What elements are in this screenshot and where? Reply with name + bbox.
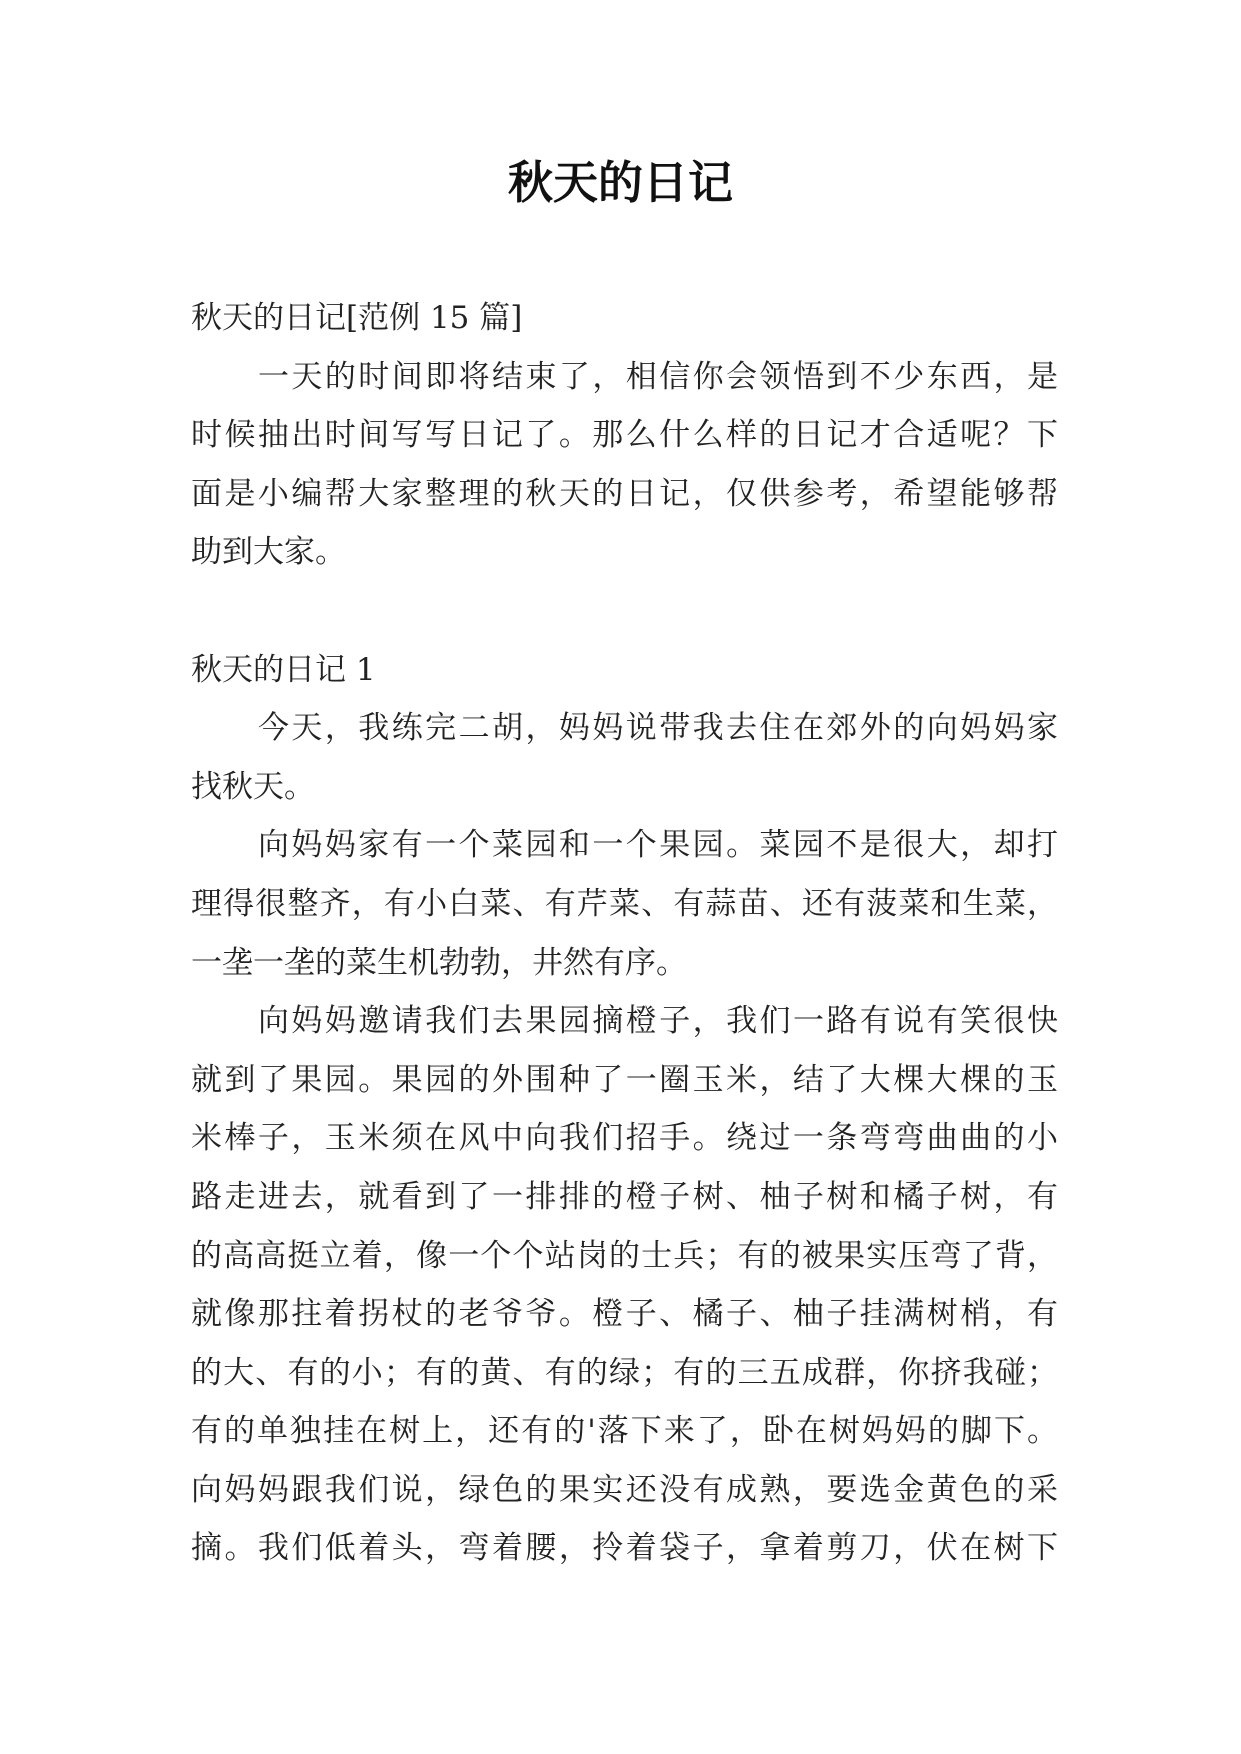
paragraph xyxy=(191,992,1058,1578)
text-line: 摘。我们低着头，弯着腰，拎着袋子，拿着剪刀，伏在树下 xyxy=(191,1530,1058,1567)
page-title: 秋天的日记 xyxy=(507,156,733,209)
paragraph xyxy=(191,699,1058,816)
section-heading: 秋天的日记 1 xyxy=(191,651,376,688)
document-body xyxy=(191,289,1058,1578)
text-line: 今天，我练完二胡，妈妈说带我去住在郊外的向妈妈家 xyxy=(258,710,1058,747)
text-line: 时候抽出时间写写日记了。那么什么样的日记才合适呢？下 xyxy=(191,417,1058,454)
paragraph xyxy=(191,348,1058,582)
text-line: 就到了果园。果园的外围种了一圈玉米，结了大棵大棵的玉 xyxy=(191,1061,1058,1098)
section-heading: 秋天的日记[范例 15 篇] xyxy=(191,300,523,336)
text-line: 理得很整齐，有小白菜、有芹菜、有蒜苗、还有菠菜和生菜， xyxy=(191,885,1058,922)
text-line: 的大、有的小；有的黄、有的绿；有的三五成群，你挤我碰； xyxy=(191,1354,1058,1391)
text-line: 向妈妈邀请我们去果园摘橙子，我们一路有说有笑很快 xyxy=(258,1003,1058,1040)
text-line: 一天的时间即将结束了，相信你会领悟到不少东西，是 xyxy=(258,358,1058,395)
intro-section xyxy=(191,289,1058,582)
text-line: 向妈妈家有一个菜园和一个果园。菜园不是很大，却打 xyxy=(258,827,1058,864)
text-line: 就像那拄着拐杖的老爷爷。橙子、橘子、柚子挂满树梢，有 xyxy=(191,1296,1058,1333)
text-line: 米棒子，玉米须在风中向我们招手。绕过一条弯弯曲曲的小 xyxy=(191,1120,1058,1157)
text-line: 路走进去，就看到了一排排的橙子树、柚子树和橘子树，有 xyxy=(191,1178,1058,1215)
paragraph xyxy=(191,816,1058,992)
text-line: 一垄一垄的菜生机勃勃，井然有序。 xyxy=(191,944,687,981)
text-line: 面是小编帮大家整理的秋天的日记，仅供参考，希望能够帮 xyxy=(191,475,1058,512)
text-line: 有的单独挂在树上，还有的'落下来了，卧在树妈妈的脚下。 xyxy=(191,1413,1058,1450)
text-line: 助到大家。 xyxy=(191,534,346,571)
text-line: 找秋天。 xyxy=(191,768,315,805)
text-line: 向妈妈跟我们说，绿色的果实还没有成熟，要选金黄色的采 xyxy=(191,1471,1058,1508)
diary-entry-1 xyxy=(191,641,1058,1579)
text-line: 的高高挺立着，像一个个站岗的士兵；有的被果实压弯了背， xyxy=(191,1237,1058,1274)
